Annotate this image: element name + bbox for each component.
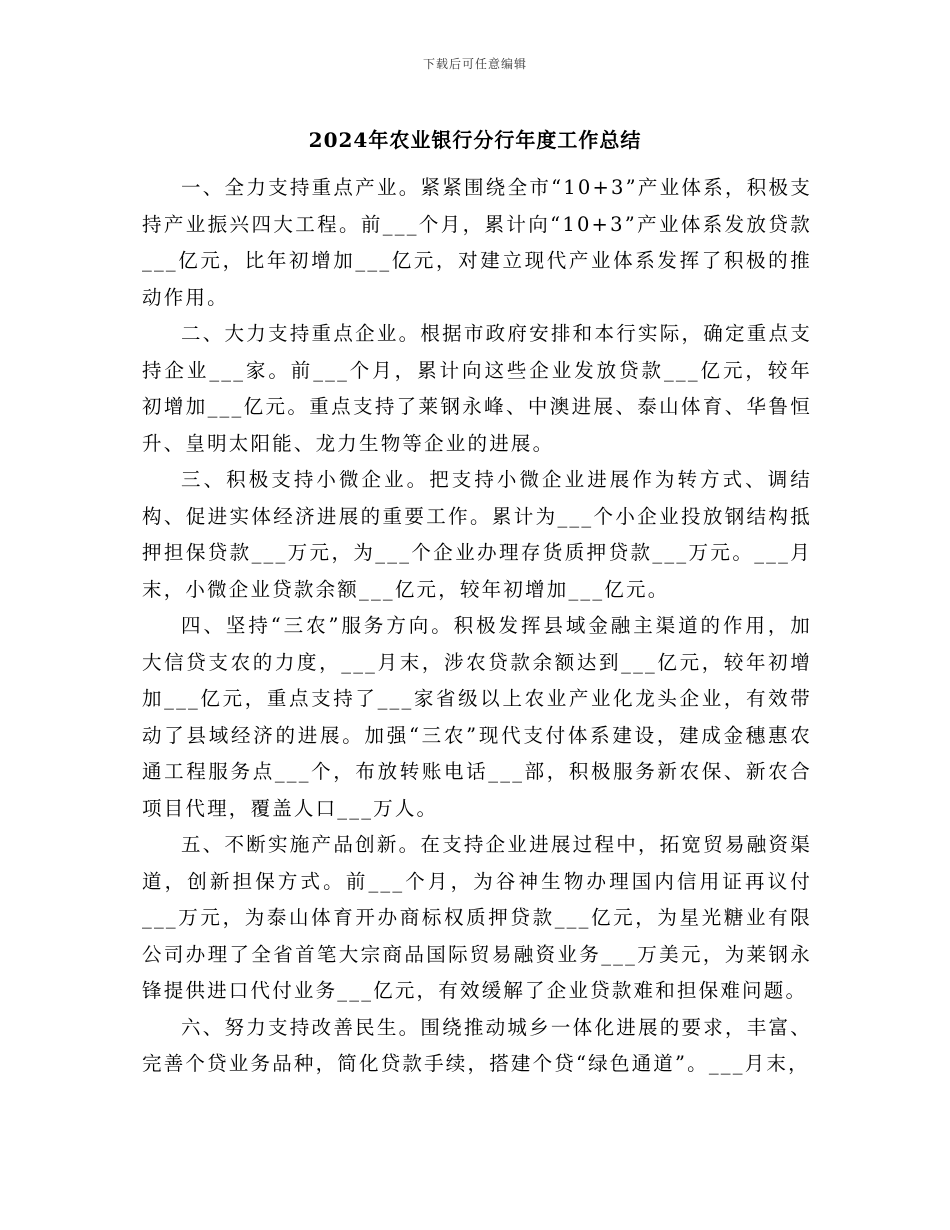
paragraph-1: 一、全力支持重点产业。紧紧围绕全市“10+3”产业体系，积极支持产业振兴四大工程。前___个月，累计向“10+3”产业体系发放贷款___亿元，比年初增加___亿元，对建立现代产业体系发挥了积极的推动作用。 xyxy=(142,176,812,309)
document-body xyxy=(142,170,812,1083)
paragraph-4: 四、坚持“三农”服务方向。积极发挥县域金融主渠道的作用，加大信贷支农的力度，___月末，涉农贷款余额达到___亿元，较年初增加___亿元，重点支持了___家省级以上农业产业化龙头企业，有效带动了县域经济的进展。加强“三农”现代支付体系建设，建成金穗惠农通工程服务点___个，布放转账电话___部，积极服务新农保、新农合项目代理，覆盖人口___万人。 xyxy=(142,614,812,820)
paragraph-5: 五、不断实施产品创新。在支持企业进展过程中，拓宽贸易融资渠道，创新担保方式。前___个月，为谷神生物办理国内信用证再议付___万元，为泰山体育开办商标权质押贷款___亿元，为星光糖业有限公司办理了全省首笔大宗商品国际贸易融资业务___万美元，为莱钢永锋提供进口代付业务___亿元，有效缓解了企业贷款难和担保难问题。 xyxy=(142,833,812,1002)
header-note: 下载后可任意编辑 xyxy=(422,57,527,71)
paragraph-2: 二、大力支持重点企业。根据市政府安排和本行实际，确定重点支持企业___家。前___个月，累计向这些企业发放贷款___亿元，较年初增加___亿元。重点支持了莱钢永峰、中澳进展、泰山体育、华鲁恒升、皇明太阳能、龙力生物等企业的进展。 xyxy=(142,322,812,455)
document-title: 2024年农业银行分行年度工作总结 xyxy=(308,128,642,152)
paragraph-6: 六、努力支持改善民生。围绕推动城乡一体化进展的要求，丰富、完善个贷业务品种，简化贷款手续，搭建个贷“绿色通道”。___月末， xyxy=(142,1015,812,1075)
paragraph-3: 三、积极支持小微企业。把支持小微企业进展作为转方式、调结构、促进实体经济进展的重要工作。累计为___个小企业投放钢结构抵押担保贷款___万元，为___个企业办理存货质押贷款___万元。___月末，小微企业贷款余额___亿元，较年初增加___亿元。 xyxy=(142,468,812,601)
